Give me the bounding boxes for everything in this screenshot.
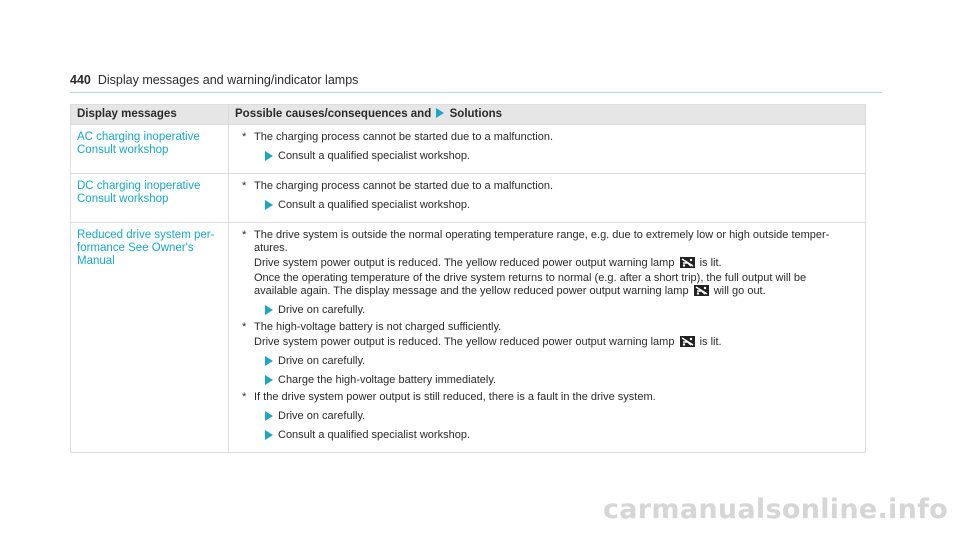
causes-cell: [229, 174, 866, 223]
solution-step: [235, 150, 859, 163]
reduced-power-warning-lamp-icon: [694, 285, 709, 296]
solution-step: [235, 374, 859, 387]
solution-text: Drive on carefully.: [278, 410, 366, 422]
arrow-right-icon: [265, 356, 273, 366]
bullet: *: [242, 180, 247, 192]
cause-text: [254, 336, 859, 349]
display-message-cell: [71, 174, 229, 223]
bullet: *: [242, 131, 247, 143]
cause-text-line: Once the operating temperature of the drive system returns to normal (e.g. after a short trip), the full output will be: [254, 272, 807, 284]
cause-text: The charging process cannot be started due to a malfunction.: [254, 131, 554, 143]
display-message-line: Reduced drive system per-: [77, 229, 215, 241]
page-number: 440: [70, 73, 91, 87]
display-message-cell: [71, 125, 229, 174]
table-row: [71, 125, 866, 174]
cause-item: [235, 180, 859, 193]
arrow-right-icon: [265, 305, 273, 315]
arrow-right-icon: [265, 151, 273, 161]
arrow-right-icon: [265, 200, 273, 210]
arrow-right-icon: [265, 411, 273, 421]
cause-text-part: available again. The display message and the yellow reduced power output warning lamp: [254, 285, 689, 297]
cause-text-part: is lit.: [699, 336, 722, 348]
page-header: [70, 72, 882, 93]
display-message-cell: [71, 223, 229, 453]
cause-text-part: Drive system power output is reduced. The yellow reduced power output warning lamp: [254, 336, 675, 348]
cause-text: The charging process cannot be started due to a malfunction.: [254, 180, 554, 192]
solution-step: [235, 199, 859, 212]
reduced-power-warning-lamp-icon: [680, 336, 695, 347]
cause-text: The high-voltage battery is not charged sufficiently.: [254, 321, 502, 333]
display-message-line: formance See Owner's: [77, 242, 194, 254]
cause-text-part: Drive system power output is reduced. The yellow reduced power output warning lamp: [254, 257, 675, 269]
display-message-line: Consult workshop: [77, 144, 169, 156]
causes-label: Possible causes/consequences and: [235, 108, 432, 120]
display-message-line: DC charging inoperative: [77, 180, 201, 192]
table-row: [71, 174, 866, 223]
cause-text: [254, 229, 859, 255]
solutions-label: Solutions: [449, 108, 503, 120]
table-header-row: [71, 105, 866, 125]
cause-item: [235, 131, 859, 144]
cause-item: [235, 321, 859, 349]
table-row: [71, 223, 866, 453]
solution-step: [235, 304, 859, 317]
cause-text: If the drive system power output is still reduced, there is a fault in the drive system.: [254, 391, 656, 403]
display-message-line: Manual: [77, 255, 115, 267]
bullet: *: [242, 229, 247, 241]
bullet: *: [242, 321, 247, 333]
solution-text: Drive on carefully.: [278, 355, 366, 367]
causes-cell: [229, 223, 866, 453]
column-header-display-messages: Display messages: [71, 105, 229, 125]
solution-text: Consult a qualified specialist workshop.: [278, 429, 470, 441]
solution-text: Consult a qualified specialist workshop.: [278, 150, 470, 162]
column-header-causes-solutions: [229, 105, 866, 125]
cause-text-part: will go out.: [713, 285, 766, 297]
solution-step: [235, 429, 859, 442]
solution-text: Consult a qualified specialist workshop.: [278, 199, 470, 211]
solution-text: Charge the high-voltage battery immediately.: [278, 374, 497, 386]
solution-step: [235, 355, 859, 368]
display-messages-table: [70, 104, 866, 453]
bullet: *: [242, 391, 247, 403]
solution-step: [235, 410, 859, 423]
display-message-line: Consult workshop: [77, 193, 169, 205]
arrow-right-icon: [265, 430, 273, 440]
cause-item: [235, 229, 859, 298]
page-title: Display messages and warning/indicator lamps: [97, 73, 359, 87]
cause-text-line: atures.: [254, 242, 288, 254]
reduced-power-warning-lamp-icon: [680, 257, 695, 268]
watermark: carmanualsonline.info: [602, 494, 948, 525]
cause-text-line: The drive system is outside the normal operating temperature range, e.g. due to extremely low or high outside temper-: [254, 229, 830, 241]
cause-text-part: is lit.: [699, 257, 722, 269]
display-message-line: AC charging inoperative: [77, 131, 200, 143]
cause-text: [254, 257, 859, 270]
cause-item: [235, 391, 859, 404]
solution-text: Drive on carefully.: [278, 304, 366, 316]
arrow-right-icon: [265, 375, 273, 385]
arrow-right-icon: [436, 108, 444, 118]
cause-text: [254, 272, 859, 298]
causes-cell: [229, 125, 866, 174]
